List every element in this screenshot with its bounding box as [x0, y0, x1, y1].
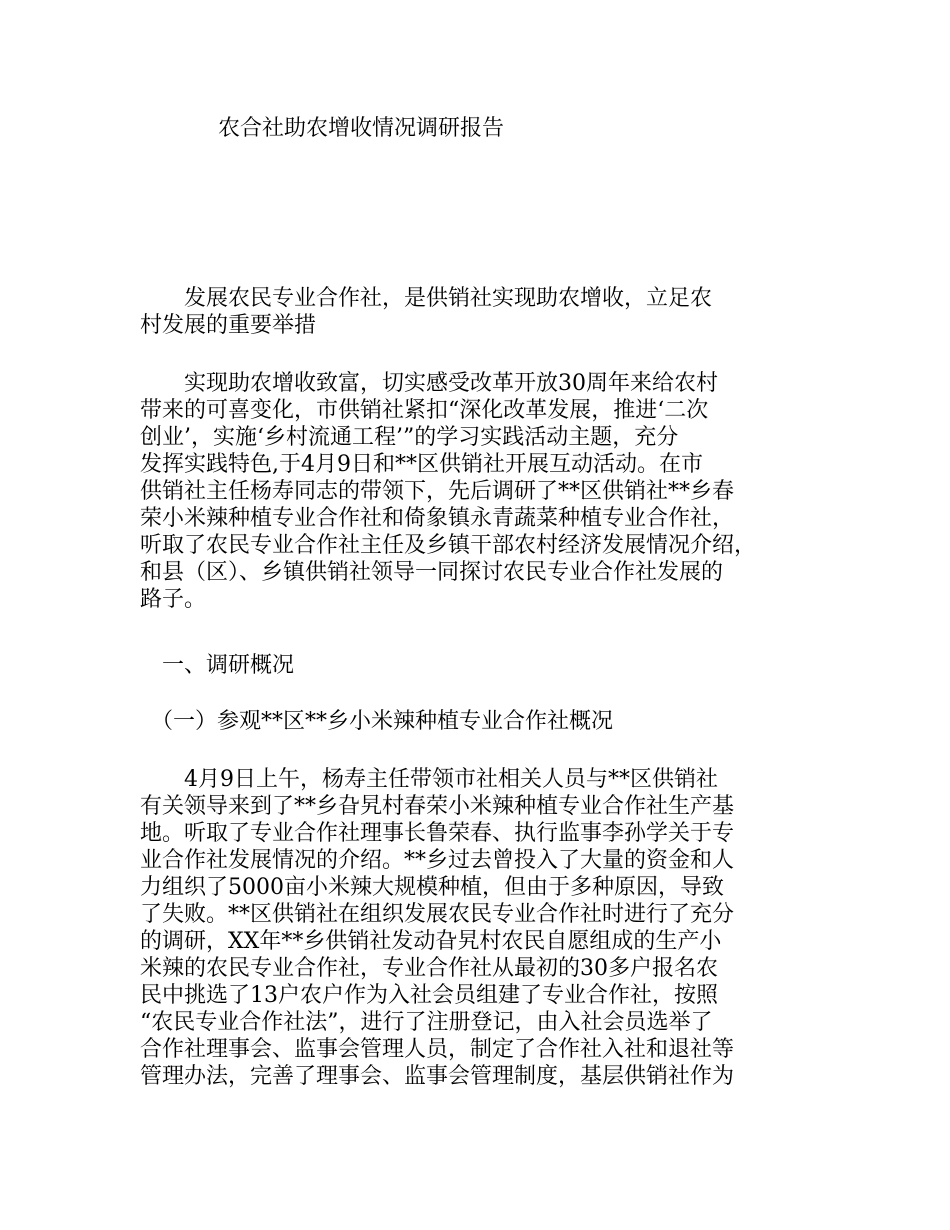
- paragraph-line: 地。听取了专业合作社理事长鲁荣春、执行监事李孙学关于专: [140, 821, 735, 846]
- paragraph-line: 4月9日上午，杨寿主任带领市社相关人员与**区供销社: [140, 767, 718, 792]
- paragraph-line: 业合作社发展情况的介绍。**乡过去曾投入了大量的资金和人: [140, 848, 735, 873]
- paragraph-line: 合作社理事会、监事会管理人员，制定了合作社入社和退社等: [140, 1037, 735, 1062]
- paragraph-line: 了失败。**区供销社在组织发展农民专业合作社时进行了充分: [140, 902, 735, 927]
- paragraph-line: 路子。: [140, 587, 207, 612]
- subtitle-line: 村发展的重要举措: [140, 313, 317, 338]
- subtitle-line: 发展农民专业合作社，是供销社实现助农增收，立足农: [140, 286, 713, 311]
- paragraph-line: 米辣的农民专业合作社，专业合作社从最初的30多户报名农: [140, 956, 718, 981]
- section-heading-text: 一、调研概况: [140, 653, 295, 678]
- subsection-heading: [140, 708, 810, 735]
- paragraph-line: 实现助农增收致富，切实感受改革开放30周年来给农村: [140, 371, 718, 396]
- paragraph-line: 发挥实践特色,于4月9日和**区供销社开展互动活动。在市: [140, 452, 703, 477]
- section-heading: [140, 652, 810, 679]
- paragraph-line: 荣小米辣种植专业合作社和倚象镇永青蔬菜种植专业合作社，: [140, 506, 735, 531]
- paragraph-line: 供销社主任杨寿同志的带领下，先后调研了**区供销社**乡春: [140, 479, 735, 504]
- paragraph-line: 创业’，实施‘乡村流通工程’”的学习实践活动主题，充分: [140, 425, 679, 450]
- paragraph-line: 有关领导来到了**乡旮旯村春荣小米辣种植专业合作社生产基: [140, 794, 735, 819]
- body-paragraph: [140, 766, 810, 1090]
- subsection-heading-text: （一）参观**区**乡小米辣种植专业合作社概况: [140, 709, 614, 734]
- paragraph-line: 的调研，XX年**乡供销社发动旮旯村农民自愿组成的生产小: [140, 929, 722, 954]
- paragraph-line: 力组织了5000亩小米辣大规模种植，但由于多种原因，导致: [140, 875, 724, 900]
- paragraph-line: 民中挑选了13户农户作为入社会员组建了专业合作社，按照: [140, 983, 718, 1008]
- subtitle-paragraph: [140, 285, 810, 339]
- paragraph-line: “农民专业合作社法”，进行了注册登记，由入社会员选举了: [140, 1010, 713, 1035]
- paragraph-line: 和县（区）、乡镇供销社领导一同探讨农民专业合作社发展的: [140, 560, 724, 585]
- document-title: 农合社助农增收情况调研报告: [218, 116, 505, 141]
- paragraph-line: 带来的可喜变化，市供销社紧扣“深化改革发展，推进‘二次: [140, 398, 709, 423]
- paragraph-line: 听取了农民专业合作社主任及乡镇干部农村经济发展情况介绍，: [140, 533, 757, 558]
- paragraph-line: 管理办法，完善了理事会、监事会管理制度，基层供销社作为: [140, 1064, 735, 1089]
- intro-paragraph: [140, 370, 810, 613]
